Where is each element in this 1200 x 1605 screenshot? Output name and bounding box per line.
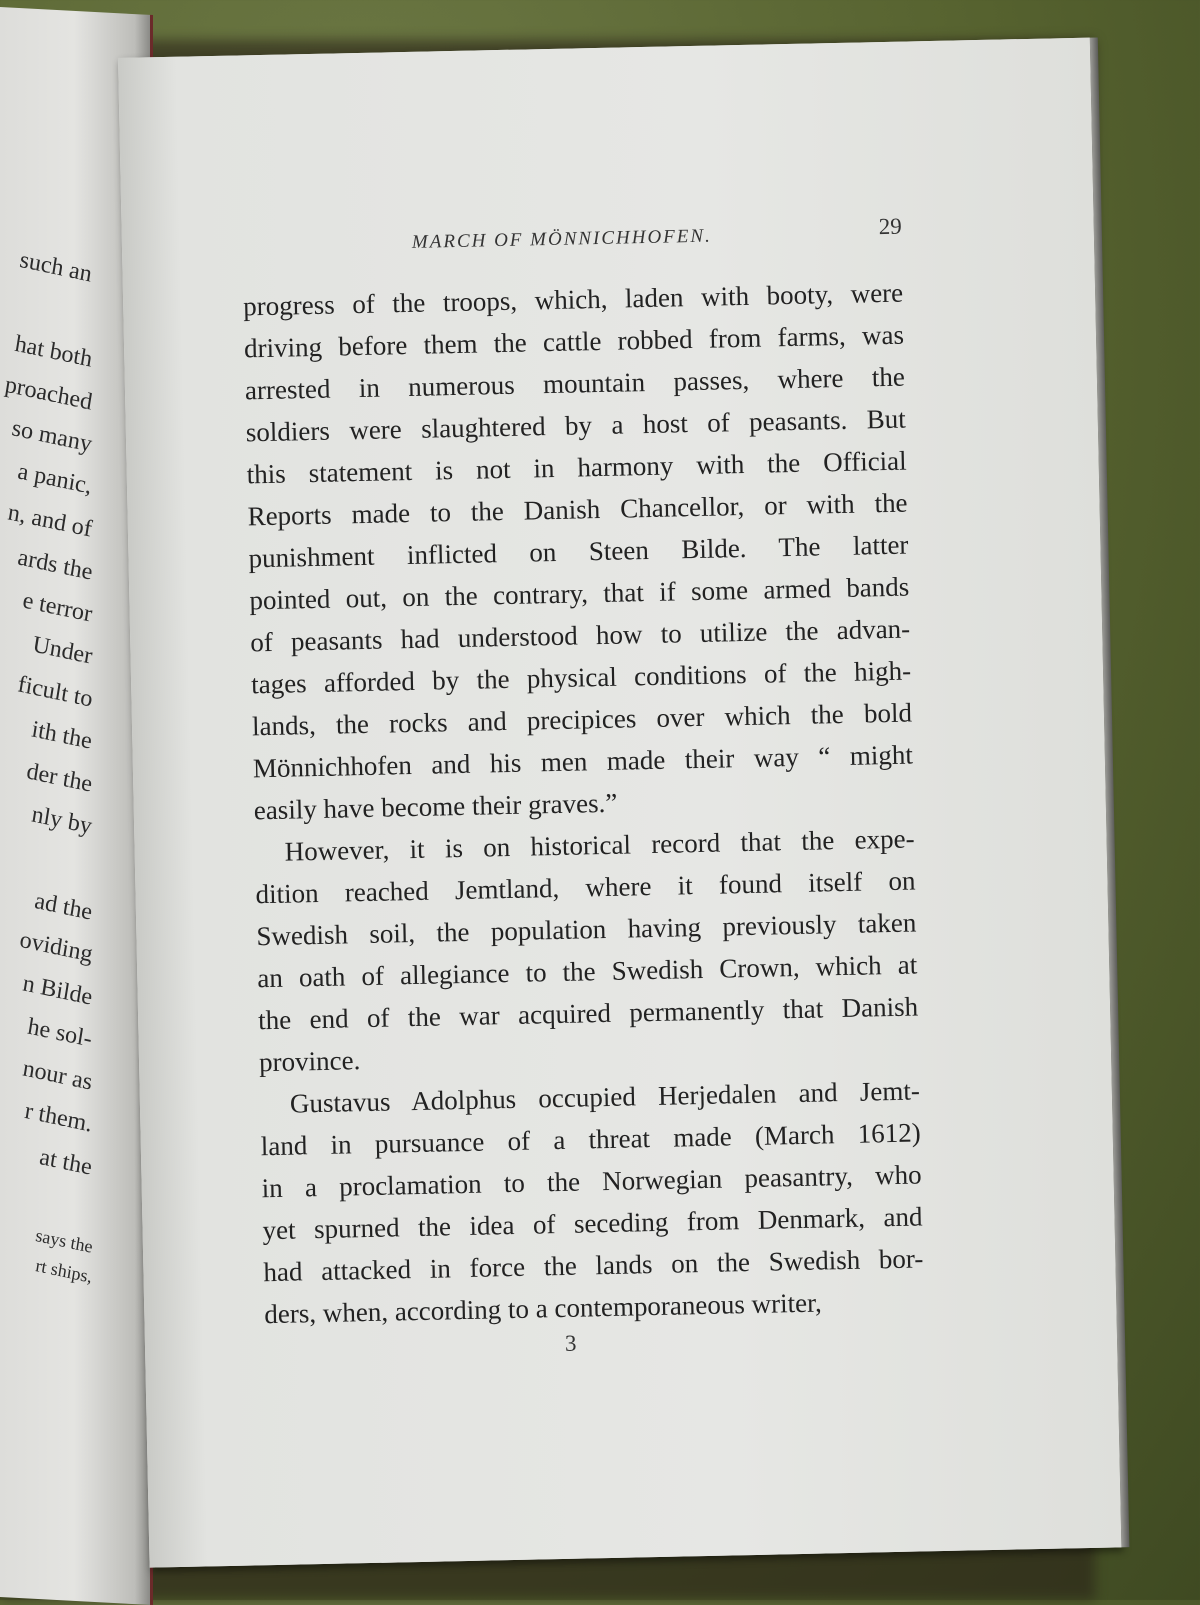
- text-line: However, it is on historical record that the expe-: [284, 823, 915, 867]
- page-number: 29: [878, 213, 902, 240]
- previous-page-line: hat both: [13, 330, 95, 373]
- previous-page-text: [0, 5, 150, 1287]
- previous-page-line: ficult to: [15, 671, 95, 713]
- previous-page-line: so many: [10, 415, 95, 458]
- text-line: had attacked in force the lands on the Swedish bor-: [263, 1243, 924, 1288]
- text-line: yet spurned the idea of seceding from Denmark, and: [262, 1201, 923, 1246]
- text-line: Swedish soil, the population having previously taken: [256, 907, 917, 952]
- text-line: of peasants had understood how to utilize the advan-: [249, 613, 911, 658]
- signature-mark: 3: [564, 1330, 577, 1356]
- previous-page-line: n, and of: [6, 499, 95, 543]
- previous-page-line: e terror: [20, 587, 95, 628]
- text-line: Gustavus Adolphus occupied Herjedalen and Jemt-: [289, 1075, 921, 1119]
- previous-page-line: Under: [30, 631, 95, 670]
- text-line: arrested in numerous mountain passes, where the: [244, 361, 906, 406]
- current-page: [118, 38, 1121, 1568]
- body-text: [243, 272, 925, 1336]
- text-line: progress of the troops, which, laden with booty, were: [242, 277, 904, 322]
- text-line: ders, when, according to a contemporaneous writer,: [264, 1287, 823, 1330]
- previous-page-line: rt ships,: [34, 1255, 94, 1287]
- text-line: the end of the war acquired permanently that Danish: [257, 991, 919, 1036]
- text-line: province.: [258, 1045, 361, 1078]
- previous-page-line: nly by: [30, 801, 95, 840]
- previous-page-line: der the: [24, 758, 95, 798]
- previous-page-line: says the: [33, 1225, 94, 1257]
- previous-page-line: ards the: [15, 544, 95, 586]
- previous-page-line: proached: [3, 371, 95, 416]
- previous-page-line: he sol-: [26, 1013, 95, 1053]
- text-line: Mönnichhofen and his men made their way “ might: [252, 739, 914, 784]
- running-head: MARCH OF MÖNNICHHOFEN.: [411, 225, 713, 253]
- text-line: an oath of allegiance to the Swedish Crown, which at: [256, 949, 918, 994]
- text-line: driving before them the cattle robbed from farms, was: [243, 319, 905, 364]
- text-line: lands, the rocks and precipices over which the bold: [251, 697, 913, 742]
- text-line: Reports made to the Danish Chancellor, or with the: [247, 487, 908, 532]
- previous-page-line: n Bilde: [20, 970, 95, 1011]
- previous-page-line: ad the: [32, 888, 95, 926]
- previous-page-line: such an: [18, 247, 95, 288]
- text-line: land in pursuance of a threat made (March 1612): [260, 1117, 921, 1162]
- previous-page-line: ith the: [30, 716, 95, 755]
- previous-page-line: r them.: [22, 1097, 95, 1138]
- previous-page-line: at the: [38, 1144, 95, 1181]
- text-line: easily have become their graves.”: [253, 787, 618, 826]
- text-line: tages afforded by the physical conditions of the high-: [250, 655, 912, 700]
- text-line: soldiers were slaughtered by a host of peasants. But: [245, 403, 907, 448]
- text-line: dition reached Jemtland, where it found itself on: [255, 865, 916, 910]
- text-line: in a proclamation to the Norwegian peasantry, who: [261, 1159, 922, 1204]
- page-edge: [1090, 37, 1130, 1547]
- previous-page-line: oviding: [17, 926, 95, 968]
- text-line: pointed out, on the contrary, that if some armed bands: [249, 571, 910, 616]
- previous-page-line: nour as: [20, 1055, 95, 1096]
- text-line: punishment inflicted on Steen Bilde. The latter: [248, 529, 909, 574]
- previous-page-line: a panic,: [16, 458, 95, 500]
- text-line: this statement is not in harmony with the Official: [246, 445, 907, 490]
